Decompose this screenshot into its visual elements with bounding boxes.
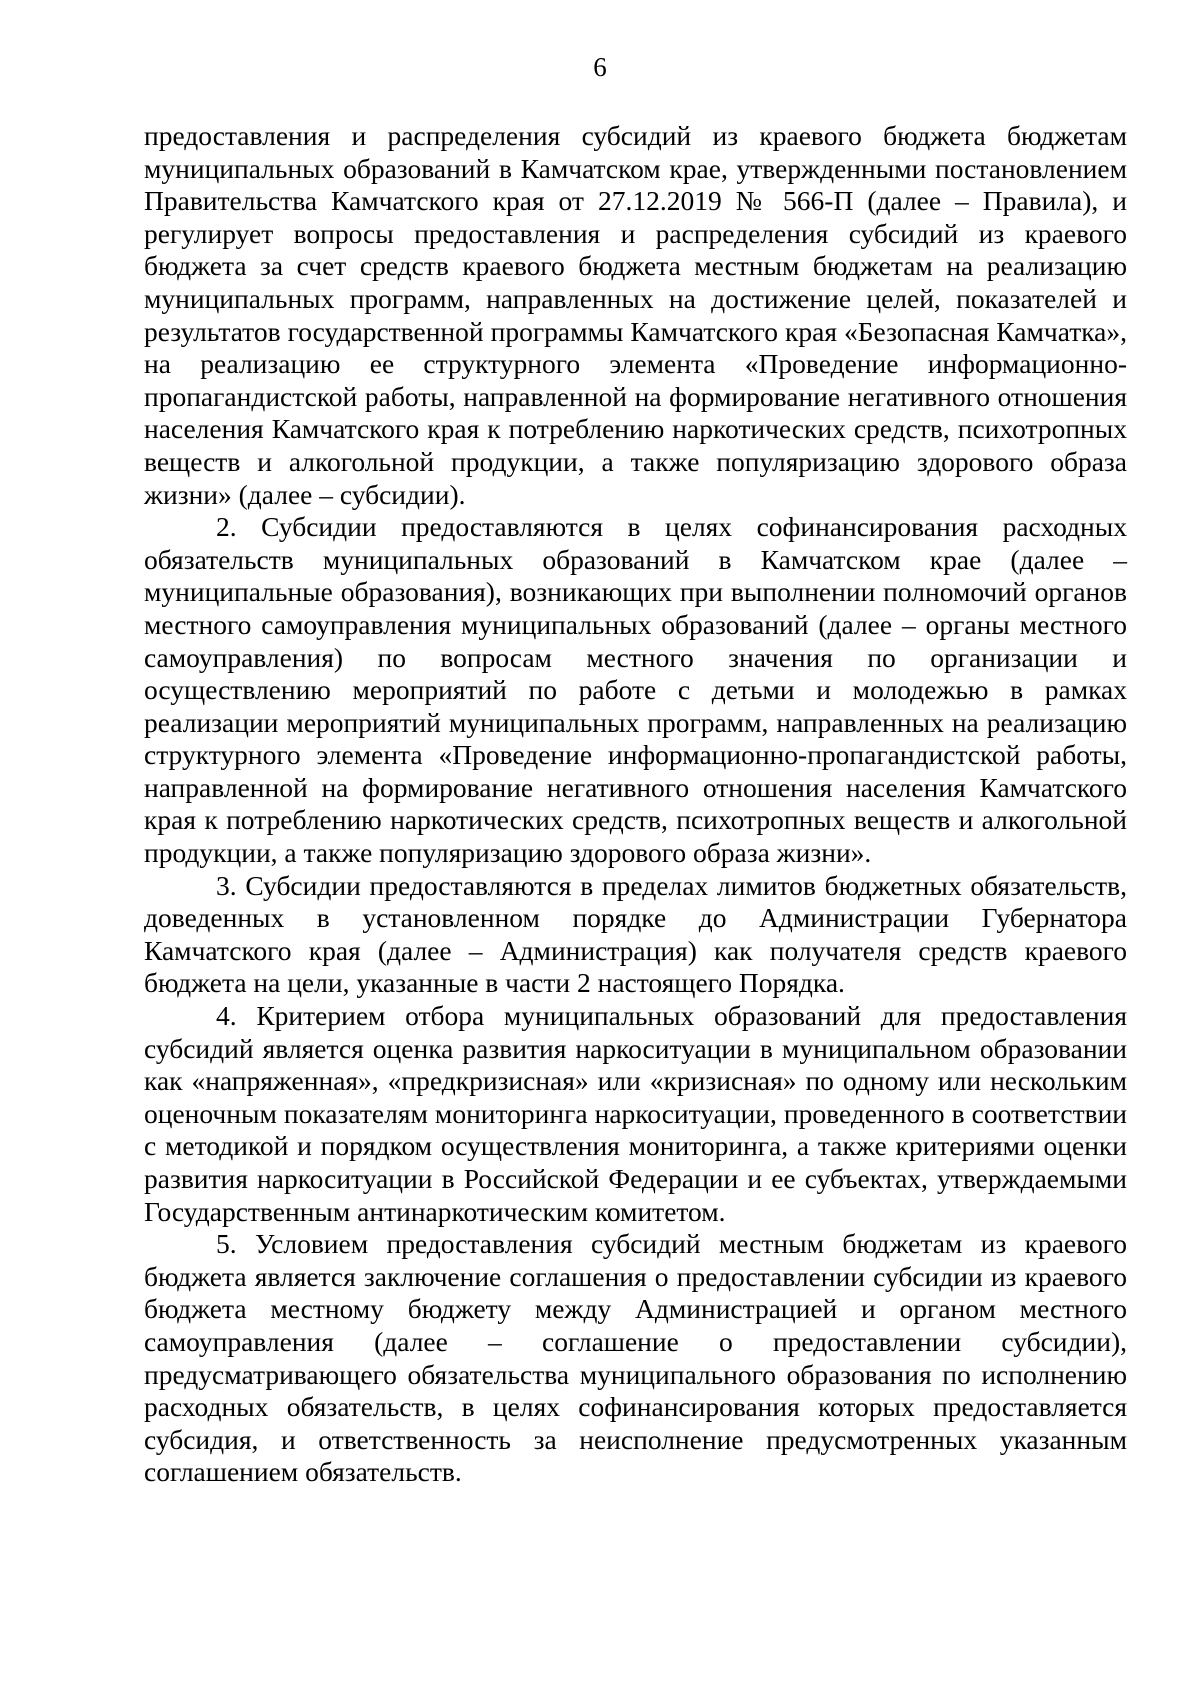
paragraph-clause-3: 3. Субсидии предоставляются в пределах лимитов бюджетных обязательств, доведенных в установленном порядке до Администрации Губернатора Камчатского края (далее – Администрация) как получателя средств краевого бюджета на цели, указанные в части 2 настоящего Порядка. bbox=[144, 869, 1127, 999]
document-body bbox=[144, 120, 1127, 1489]
page-number: 6 bbox=[593, 52, 607, 82]
paragraph-clause-4: 4. Критерием отбора муниципальных образований для предоставления субсидий является оценка развития наркоситуации в муниципальном образовании как «напряженная», «предкризисная» или «кризисная» по одному или нескольким оценочным показателям мониторинга наркоситуации, проведенного в соответствии с методикой и порядком осуществления мониторинга, а также критериями оценки развития наркоситуации в Российской Федерации и ее субъектах, утверждаемыми Государственным антинаркотическим комитетом. bbox=[144, 1000, 1127, 1227]
paragraph-clause-5: 5. Условием предоставления субсидий местным бюджетам из краевого бюджета является заключение соглашения о предоставлении субсидии из краевого бюджета местному бюджету между Администрацией и органом местного самоуправления (далее – соглашение о предоставлении субсидии), предусматривающего обязательства муниципального образования по исполнению расходных обязательств, в целях софинансирования которых предоставляется субсидия, и ответственность за неисполнение предусмотренных указанным соглашением обязательств. bbox=[144, 1228, 1127, 1488]
paragraph-clause-2: 2. Субсидии предоставляются в целях софинансирования расходных обязательств муниципальных образований в Камчатском крае (далее – муниципальные образования), возникающих при выполнении полномочий органов местного самоуправления муниципальных образований (далее – органы местного самоуправления) по вопросам местного значения по организации и осуществлению мероприятий по работе с детьми и молодежью в рамках реализации мероприятий муниципальных программ, направленных на реализацию структурного элемента «Проведение информационно-пропагандистской работы, направленной на формирование негативного отношения населения Камчатского края к потреблению наркотических средств, психотропных веществ и алкогольной продукции, а также популяризацию здорового образа жизни». bbox=[144, 511, 1127, 869]
paragraph-continuation: предоставления и распределения субсидий из краевого бюджета бюджетам муниципальных образований в Камчатском крае, утвержденными постановлением Правительства Камчатского края от 27.12.2019 № 566-П (далее – Правила), и регулирует вопросы предоставления и распределения субсидий из краевого бюджета за счет средств краевого бюджета местным бюджетам на реализацию муниципальных программ, направленных на достижение целей, показателей и результатов государственной программы Камчатского края «Безопасная Камчатка», на реализацию ее структурного элемента «Проведение информационно-пропагандистской работы, направленной на формирование негативного отношения населения Камчатского края к потреблению наркотических средств, психотропных веществ и алкогольной продукции, а также популяризацию здорового образа жизни» (далее – субсидии). bbox=[144, 120, 1127, 510]
